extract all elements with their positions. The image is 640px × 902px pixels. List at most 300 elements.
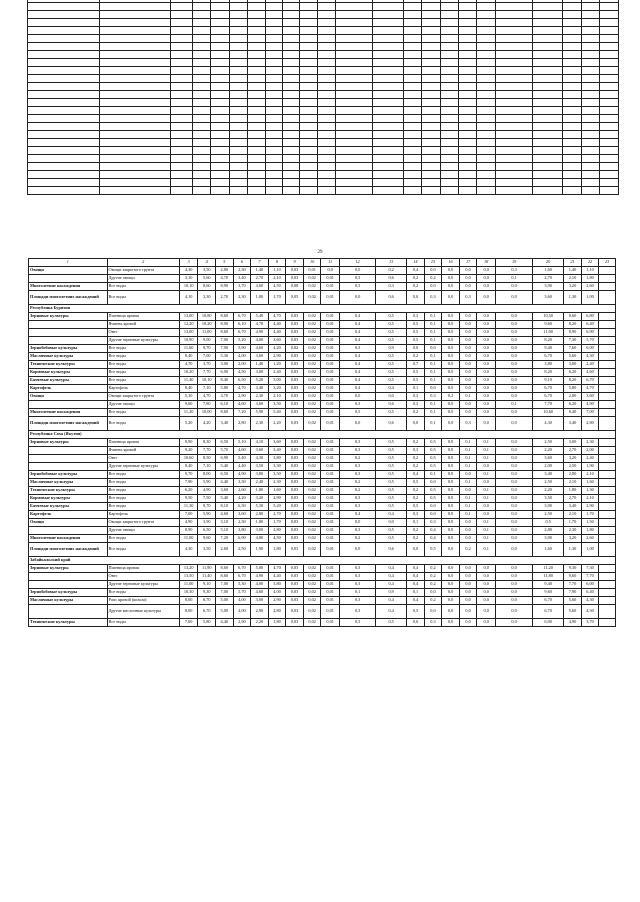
value-cell: 10,50	[533, 313, 564, 321]
value-cell: 6,40	[581, 321, 599, 329]
table-row	[29, 597, 616, 605]
table-row	[28, 139, 619, 147]
table-cell	[282, 43, 299, 51]
table-cell	[495, 35, 532, 43]
value-cell: 2,20	[533, 447, 564, 455]
value-cell: 3,30	[198, 291, 216, 305]
value-cell: 7,00	[216, 589, 234, 597]
value-cell: 3,40	[216, 417, 234, 431]
table-cell	[171, 107, 193, 115]
value-cell: 11,00	[198, 329, 216, 337]
table-cell	[248, 139, 265, 147]
value-cell	[599, 329, 616, 337]
value-cell: 0,0	[495, 589, 532, 597]
value-cell: 0,0	[495, 581, 532, 589]
value-cell: 5,80	[198, 619, 216, 627]
value-cell: 3,60	[233, 511, 251, 519]
value-cell: 0,0	[477, 573, 496, 581]
table-cell	[563, 35, 581, 43]
value-cell: 9,70	[179, 471, 198, 479]
value-cell: 0,0	[459, 409, 477, 417]
table-cell	[192, 75, 210, 83]
table-cell	[532, 179, 563, 187]
table-cell	[336, 11, 373, 19]
table-cell	[440, 155, 458, 163]
value-cell: 0,02	[303, 345, 321, 353]
value-cell: 9,50	[179, 495, 198, 503]
value-cell: 0,01	[321, 417, 340, 431]
table-cell	[229, 147, 247, 155]
table-cell	[317, 59, 335, 67]
value-cell: 6,50	[198, 527, 216, 535]
value-cell: 0,4	[376, 565, 407, 573]
crop-group-cell	[29, 605, 108, 619]
value-cell: 0,4	[407, 597, 425, 605]
value-cell: 0,01	[321, 479, 340, 487]
value-cell: 0,0	[477, 353, 496, 361]
crop-group-cell: Зерновые культуры	[29, 565, 108, 573]
table-cell	[265, 123, 282, 131]
value-cell: 0,0	[424, 589, 442, 597]
value-cell: 1,80	[268, 619, 286, 627]
value-cell: 9,10	[533, 377, 564, 385]
value-cell: 0,01	[321, 455, 340, 463]
value-cell: 0,0	[495, 511, 532, 519]
table-cell	[563, 43, 581, 51]
value-cell: 3,40	[564, 417, 582, 431]
value-cell: 3,80	[533, 361, 564, 369]
table-cell	[211, 107, 229, 115]
value-cell: 0,3	[424, 291, 442, 305]
table-cell	[563, 11, 581, 19]
value-cell: 0,0	[459, 385, 477, 393]
value-cell: 8,30	[198, 439, 216, 447]
column-number: 18	[477, 259, 496, 267]
table-cell	[600, 43, 619, 51]
table-row	[28, 99, 619, 107]
value-cell: 5,60	[564, 353, 582, 361]
value-cell: 0,0	[459, 487, 477, 495]
value-cell: 0,5	[424, 463, 442, 471]
table-cell	[440, 11, 458, 19]
table-cell	[563, 19, 581, 27]
value-cell: 4,20	[233, 495, 251, 503]
value-cell: 0,3	[339, 581, 375, 589]
value-cell: 5,40	[216, 495, 234, 503]
value-cell: 0,01	[321, 597, 340, 605]
value-cell: 5,40	[268, 409, 286, 417]
value-cell: 0,2	[407, 275, 425, 283]
table-cell	[459, 67, 477, 75]
column-number: 21	[564, 259, 582, 267]
table-cell	[28, 43, 100, 51]
value-cell: 9,60	[533, 321, 564, 329]
value-cell: 0,03	[286, 573, 304, 581]
value-cell: 4,00	[251, 581, 269, 589]
table-row	[29, 417, 616, 431]
table-cell	[336, 35, 373, 43]
value-cell: 4,00	[233, 353, 251, 361]
table-cell	[265, 163, 282, 171]
table-row	[29, 511, 616, 519]
value-cell	[599, 455, 616, 463]
table-row	[29, 535, 616, 543]
table-cell	[248, 11, 265, 19]
value-cell: 8,20	[533, 337, 564, 345]
value-cell: 0,0	[442, 439, 460, 447]
table-cell	[192, 187, 210, 195]
table-row	[29, 291, 616, 305]
value-cell: 7,70	[198, 447, 216, 455]
table-cell	[336, 115, 373, 123]
table-cell	[317, 171, 335, 179]
value-cell: 0,3	[339, 283, 375, 291]
value-cell: 0,4	[407, 565, 425, 573]
value-cell: 2,30	[581, 439, 599, 447]
table-cell	[422, 115, 440, 123]
value-cell: 6,00	[581, 345, 599, 353]
value-cell: 0,0	[495, 369, 532, 377]
column-number: 23	[599, 259, 616, 267]
crop-type-cell: Другие масличные культуры	[107, 605, 179, 619]
value-cell: 5,70	[233, 589, 251, 597]
value-cell: 0,0	[459, 597, 477, 605]
table-cell	[581, 179, 599, 187]
value-cell: 1,40	[251, 361, 269, 369]
value-cell: 2,10	[581, 471, 599, 479]
value-cell: 1,60	[581, 479, 599, 487]
table-cell	[317, 115, 335, 123]
table-cell	[248, 163, 265, 171]
table-cell	[171, 123, 193, 131]
table-cell	[440, 35, 458, 43]
value-cell: 6,70	[533, 353, 564, 361]
table-cell	[300, 51, 317, 59]
value-cell: 0,0	[424, 267, 442, 275]
value-cell: 0,03	[286, 565, 304, 573]
value-cell: 0,0	[495, 503, 532, 511]
value-cell	[599, 267, 616, 275]
table-cell	[28, 67, 100, 75]
value-cell	[599, 283, 616, 291]
value-cell: 0,1	[424, 417, 442, 431]
table-cell	[459, 131, 477, 139]
value-cell: 3,40	[268, 447, 286, 455]
table-cell	[532, 171, 563, 179]
value-cell: 0,0	[339, 417, 375, 431]
value-cell: 0,02	[303, 417, 321, 431]
crop-type-cell: Картофель	[107, 511, 179, 519]
crop-type-cell: Овес	[107, 573, 179, 581]
crop-type-cell: Овес	[107, 455, 179, 463]
value-cell: 0,1	[424, 369, 442, 377]
table-cell	[440, 131, 458, 139]
value-cell: 0,2	[407, 535, 425, 543]
value-cell	[599, 439, 616, 447]
value-cell: 4,70	[251, 321, 269, 329]
value-cell: 5,60	[564, 597, 582, 605]
value-cell: 4,90	[564, 619, 582, 627]
table-cell	[336, 171, 373, 179]
value-cell: 0,02	[303, 439, 321, 447]
value-cell: 0,3	[339, 565, 375, 573]
table-cell	[403, 123, 421, 131]
table-cell	[229, 27, 247, 35]
table-cell	[403, 75, 421, 83]
value-cell	[599, 385, 616, 393]
value-cell: 0,0	[495, 527, 532, 535]
value-cell: 0,5	[376, 313, 407, 321]
value-cell: 0,1	[459, 479, 477, 487]
column-number: 8	[268, 259, 286, 267]
value-cell: 0,0	[477, 267, 496, 275]
table-cell	[171, 171, 193, 179]
value-cell: 0,01	[321, 439, 340, 447]
value-cell: 0,0	[442, 503, 460, 511]
table-cell	[440, 115, 458, 123]
crop-group-cell	[29, 329, 108, 337]
table-cell	[265, 19, 282, 27]
value-cell: 1,20	[268, 361, 286, 369]
value-cell: 2,30	[233, 291, 251, 305]
table-cell	[192, 11, 210, 19]
table-cell	[581, 51, 599, 59]
table-cell	[282, 147, 299, 155]
table-row	[28, 27, 619, 35]
value-cell: 3,30	[233, 479, 251, 487]
value-cell: 4,30	[179, 267, 198, 275]
value-cell: 2,70	[251, 275, 269, 283]
table-cell	[265, 3, 282, 11]
value-cell: 0,0	[495, 543, 532, 557]
table-cell	[265, 147, 282, 155]
value-cell: 4,70	[198, 393, 216, 401]
table-cell	[532, 35, 563, 43]
value-cell: 0,5	[424, 447, 442, 455]
value-cell: 3,60	[268, 337, 286, 345]
value-cell: 3,20	[564, 283, 582, 291]
crop-group-cell: Масличные культуры	[29, 597, 108, 605]
crop-group-cell	[29, 581, 108, 589]
value-cell: 0,6	[376, 291, 407, 305]
value-cell: 0,4	[407, 573, 425, 581]
column-number: 20	[533, 259, 564, 267]
region-header-row	[29, 431, 616, 439]
value-cell: 0,5	[407, 479, 425, 487]
crop-group-cell	[29, 401, 108, 409]
table-cell	[495, 131, 532, 139]
value-cell: 0,2	[407, 455, 425, 463]
value-cell: 6,90	[216, 369, 234, 377]
table-cell	[477, 59, 495, 67]
table-cell	[495, 99, 532, 107]
value-cell: 13,00	[179, 313, 198, 321]
crop-type-cell: Все виды	[107, 377, 179, 385]
value-cell: 0,02	[303, 385, 321, 393]
table-cell	[248, 75, 265, 83]
table-cell	[317, 123, 335, 131]
table-cell	[229, 75, 247, 83]
value-cell	[599, 535, 616, 543]
table-cell	[422, 19, 440, 27]
value-cell: 2,10	[268, 393, 286, 401]
table-cell	[248, 67, 265, 75]
value-cell: 2,10	[564, 511, 582, 519]
page-number: 29	[317, 250, 323, 255]
value-cell: 0,5	[376, 455, 407, 463]
value-cell: 0,3	[407, 313, 425, 321]
table-cell	[600, 187, 619, 195]
value-cell: 0,3	[407, 447, 425, 455]
value-cell: 0,01	[321, 463, 340, 471]
value-cell: 0,0	[442, 589, 460, 597]
table-cell	[229, 179, 247, 187]
table-cell	[171, 187, 193, 195]
value-cell	[599, 361, 616, 369]
value-cell: 11,20	[179, 409, 198, 417]
value-cell: 2,00	[533, 463, 564, 471]
value-cell: 0,02	[303, 337, 321, 345]
value-cell: 0,02	[303, 581, 321, 589]
value-cell: 0,0	[442, 401, 460, 409]
value-cell: 0,0	[407, 345, 425, 353]
value-cell: 0,2	[407, 439, 425, 447]
crop-type-cell: Другие овощи	[107, 401, 179, 409]
value-cell	[599, 581, 616, 589]
table-cell	[563, 75, 581, 83]
table-cell	[248, 179, 265, 187]
table-cell	[192, 91, 210, 99]
value-cell: 3,00	[564, 361, 582, 369]
value-cell: 0,0	[477, 283, 496, 291]
value-cell: 0,03	[286, 519, 304, 527]
value-cell: 0,02	[303, 463, 321, 471]
value-cell: 5,80	[564, 385, 582, 393]
table-cell	[373, 83, 404, 91]
value-cell: 7,60	[564, 345, 582, 353]
table-cell	[317, 187, 335, 195]
value-cell: 0,0	[459, 283, 477, 291]
value-cell: 1,80	[251, 519, 269, 527]
table-cell	[581, 115, 599, 123]
value-cell: 8,60	[216, 313, 234, 321]
table-cell	[248, 3, 265, 11]
value-cell: 0,03	[286, 353, 304, 361]
value-cell: 4,70	[216, 275, 234, 283]
table-cell	[495, 107, 532, 115]
value-cell: 0,01	[321, 527, 340, 535]
value-cell: 3,20	[564, 455, 582, 463]
value-cell: 2,50	[533, 439, 564, 447]
table-cell	[282, 51, 299, 59]
table-cell	[211, 51, 229, 59]
crop-type-cell: Все виды	[107, 353, 179, 361]
table-cell	[532, 43, 563, 51]
table-cell	[532, 115, 563, 123]
value-cell: 0,9	[376, 345, 407, 353]
table-cell	[336, 43, 373, 51]
value-cell: 0,1	[477, 439, 496, 447]
value-cell: 6,90	[233, 535, 251, 543]
value-cell: 0,2	[407, 495, 425, 503]
table-cell	[248, 115, 265, 123]
table-cell	[336, 163, 373, 171]
table-cell	[300, 75, 317, 83]
table-cell	[422, 83, 440, 91]
value-cell: 0,01	[321, 619, 340, 627]
value-cell: 0,02	[303, 543, 321, 557]
value-cell: 2,80	[564, 393, 582, 401]
value-cell: 9,60	[198, 535, 216, 543]
value-cell: 4,90	[251, 329, 269, 337]
value-cell: 0,0	[442, 495, 460, 503]
value-cell: 4,60	[581, 369, 599, 377]
table-cell	[422, 147, 440, 155]
value-cell: 0,08	[286, 283, 304, 291]
value-cell: 0,3	[407, 393, 425, 401]
value-cell: 2,10	[581, 495, 599, 503]
table-cell	[373, 115, 404, 123]
value-cell: 6,70	[233, 565, 251, 573]
value-cell: 9,30	[198, 589, 216, 597]
table-row	[29, 447, 616, 455]
value-cell: 0,01	[321, 329, 340, 337]
value-cell: 2,20	[268, 417, 286, 431]
value-cell: 0,2	[424, 597, 442, 605]
value-cell: 0,5	[376, 463, 407, 471]
value-cell: 4,50	[268, 535, 286, 543]
value-cell: 0,0	[459, 565, 477, 573]
table-row	[29, 495, 616, 503]
value-cell: 3,00	[564, 439, 582, 447]
table-row	[29, 361, 616, 369]
value-cell: 0,4	[376, 385, 407, 393]
table-cell	[477, 75, 495, 83]
value-cell	[599, 519, 616, 527]
value-cell: 4,40	[268, 321, 286, 329]
value-cell: 9,70	[198, 345, 216, 353]
value-cell: 0,03	[286, 527, 304, 535]
value-cell: 0,1	[477, 447, 496, 455]
value-cell: 0,2	[407, 463, 425, 471]
table-cell	[192, 67, 210, 75]
value-cell: 0,01	[321, 565, 340, 573]
value-cell: 3,50	[268, 401, 286, 409]
table-cell	[440, 171, 458, 179]
table-cell	[477, 35, 495, 43]
table-cell	[99, 187, 171, 195]
value-cell	[599, 487, 616, 495]
value-cell: 2,10	[268, 275, 286, 283]
table-cell	[563, 59, 581, 67]
crop-group-cell: Зернобобовые культуры	[29, 345, 108, 353]
value-cell: 5,40	[216, 463, 234, 471]
table-cell	[211, 155, 229, 163]
value-cell: 0,1	[424, 377, 442, 385]
value-cell	[599, 495, 616, 503]
value-cell: 0,4	[424, 535, 442, 543]
table-cell	[192, 107, 210, 115]
table-cell	[403, 163, 421, 171]
table-cell	[300, 35, 317, 43]
table-cell	[373, 99, 404, 107]
value-cell: 8,40	[216, 377, 234, 385]
value-cell: 1,00	[581, 543, 599, 557]
table-cell	[99, 43, 171, 51]
table-cell	[563, 187, 581, 195]
table-cell	[28, 147, 100, 155]
value-cell: 0,1	[424, 337, 442, 345]
